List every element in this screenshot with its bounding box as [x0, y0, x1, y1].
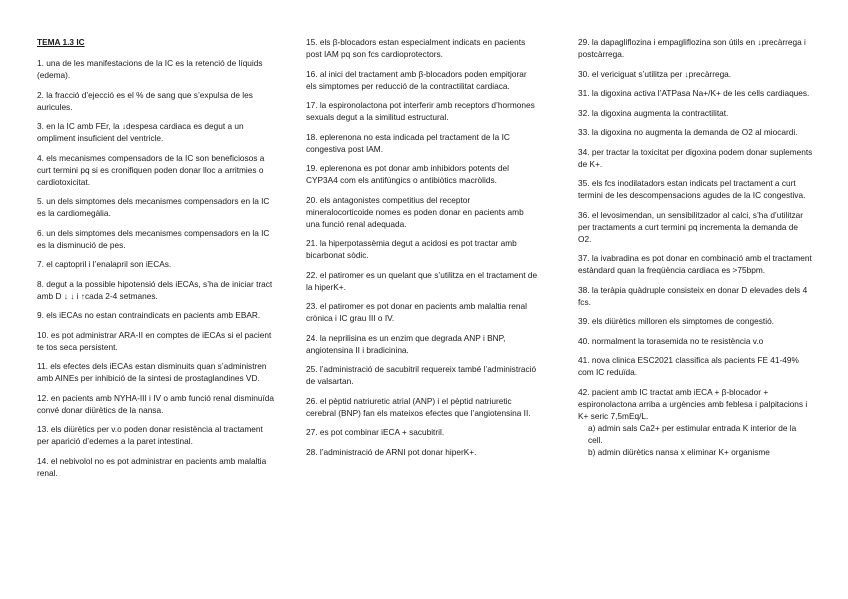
statement-20: 20. els antagonistes competitius del receptor mineralocorticoide nomes es poden donar en pacients amb una funció renal adequada.	[306, 194, 524, 229]
statement-38: 38. la teràpia quàdruple consisteix en donar D elevades dels 4 fcs.	[578, 284, 808, 307]
statement-10: 10. es pot administrar ARA-II en comptes de iECAs si el pacient te tos seca persistent.	[37, 329, 272, 352]
statement-25: 25. l’administració de sacubitril requereix també l’administració de valsartan.	[306, 364, 537, 386]
statement-36: 36. el levosimendan, un sensibilitzador al calci, s’ha d’utilitzar per tractaments a curt termini pq incrementa la demanda de O2.	[578, 209, 804, 244]
statement-5: 5. un dels simptomes dels mecanismes compensadors en la IC es la cardiomegàlia.	[37, 196, 270, 218]
statement-24: 24. la neprilisina es un enzim que degrada ANP i BNP, angiotensina II i bradicinina.	[306, 332, 506, 355]
statement-41: 41. nova clinica ESC2021 classifica als pacients FE 41-49% com IC reduïda.	[578, 355, 799, 377]
statement-13: 13. els diürètics per v.o poden donar resistència al tractament per aparició d’edemes a la paret intestinal.	[37, 424, 263, 446]
statement-40: 40. normalment la torasemida no te resistència v.o	[578, 335, 764, 346]
statement-39: 39. els diürètics milloren els simptomes de congestió.	[578, 316, 774, 326]
statement-22: 22. el patiromer es un quelant que s’utilitza en el tractament de la hiperK+.	[306, 269, 538, 292]
statement-1: 1. una de les manifestacions de la IC es la retenció de líquids (edema).	[37, 58, 263, 80]
statement-23: 23. el patiromer es pot donar en pacients amb malaltia renal crònica i IC grau III o IV.	[306, 301, 527, 323]
statement-4: 4. els mecanismes compensadors de la IC son beneficiosos a curt termini pq si es cronifiquen poden donar lloc a arritmies o cardiotoxicitat.	[37, 152, 265, 187]
statement-34: 34. per tractar la toxicitat per digoxina podem donar suplements de K+.	[578, 146, 813, 169]
statement-16: 16. al inici del tractament amb β-blocadors poden empitjorar els simptomes per reducció de la contractilitat cardiaca.	[306, 68, 527, 91]
statement-11: 11. els efectes dels iECAs estan disminuits quan s’administren amb AINEs per inhibició de la sintesi de prostaglandines VD.	[37, 361, 267, 383]
statement-26: 26. el pèptid natriuretic atrial (ANP) i el pèptid natriuretic cerebral (BNP) fan els mateixos efectes que l’angiotensina II.	[306, 395, 531, 418]
statement-9: 9. els iECAs no estan contraindicats en pacients amb EBAR.	[37, 310, 261, 320]
statement-42: 42. pacient amb IC tractat amb iECA + β-blocador + espironolactona arriba a urgències amb feblesa i palpitacions i K+ seric 7,5mEq/L.	[578, 386, 808, 421]
statement-17: 17. la espironolactona pot interferir amb receptors d’hormones sexuals degut a la similitud estructural.	[306, 100, 535, 122]
column-1	[37, 36, 275, 486]
statement-31: 31. la digoxina activa l’ATPasa Na+/K+ de les cells cardiaques.	[578, 88, 810, 98]
statement-7: 7. el captopril i l’enalapril son iECAs.	[37, 259, 172, 269]
statement-35: 35. els fcs inodilatadors estan indicats pel tractament a curt termini de les descompensacions agudes de la IC congestiva.	[578, 178, 806, 200]
statement-12: 12. en pacients amb NYHA-III i IV o amb funció renal disminuïda convé donar diürètics de la nansa.	[37, 392, 275, 415]
statement-33: 33. la digoxina no augmenta la demanda de O2 al miocardi.	[578, 127, 798, 137]
statement-2: 2. la fracció d’ejecció es el % de sang que s’expulsa de les auricules.	[37, 89, 253, 112]
statement-42-option-a: a) admin sals Ca2+ per estimular entrada K interior de la cell.	[588, 422, 797, 445]
statement-19: 19. eplerenona es pot donar amb inhibidors potents del CYP3A4 com els antifúngics o antibiòtics macròlids.	[306, 163, 509, 185]
document-title: TEMA 1.3 IC	[37, 37, 85, 47]
statement-18: 18. eplerenona no esta indicada pel tractament de la IC congestiva post IAM.	[306, 131, 510, 154]
statement-6: 6. un dels simptomes dels mecanismes compensadors en la IC es la disminució de pes.	[37, 227, 270, 250]
statement-27: 27. es pot combinar iECA + sacubitril.	[306, 427, 445, 437]
statement-30: 30. el vericiguat s’utilitza per ↓precàrrega.	[578, 68, 732, 79]
statement-32: 32. la digoxina augmenta la contractilitat.	[578, 107, 729, 118]
column-3	[578, 36, 813, 458]
statement-14: 14. el nebivolol no es pot administrar en pacients amb malaltia renal.	[37, 455, 267, 478]
statement-37: 37. la ivabradina es pot donar en combinació amb el tractament estàndard quan la freqüència cardiaca es >75bpm.	[578, 253, 812, 275]
statement-8: 8. degut a la possible hipotensió dels iECAs, s’ha de iniciar tract amb D ↓ ↓ i ↑cada 2-4 setmanes.	[37, 278, 273, 301]
statement-42-option-b: b) admin diürètics nansa x eliminar K+ organisme	[588, 446, 770, 457]
statement-15: 15. els β-blocadors estan especialment indicats en pacients post IAM pq son fcs cardioprotectors.	[306, 37, 526, 59]
statement-28: 28. l’administració de ARNI pot donar hiperK+.	[306, 446, 477, 457]
statement-21: 21. la hiperpotassèmia degut a acidosi es pot tractar amb bicarbonat sòdic.	[306, 238, 517, 260]
statement-3: 3. en la IC amb FEr, la ↓despesa cardiaca es degut a un ompliment insuficient del ventricle.	[37, 121, 244, 143]
statement-29: 29. la dapagliflozina i empagliflozina son útils en ↓precàrrega i postcàrrega.	[578, 37, 806, 59]
column-2	[306, 36, 538, 465]
